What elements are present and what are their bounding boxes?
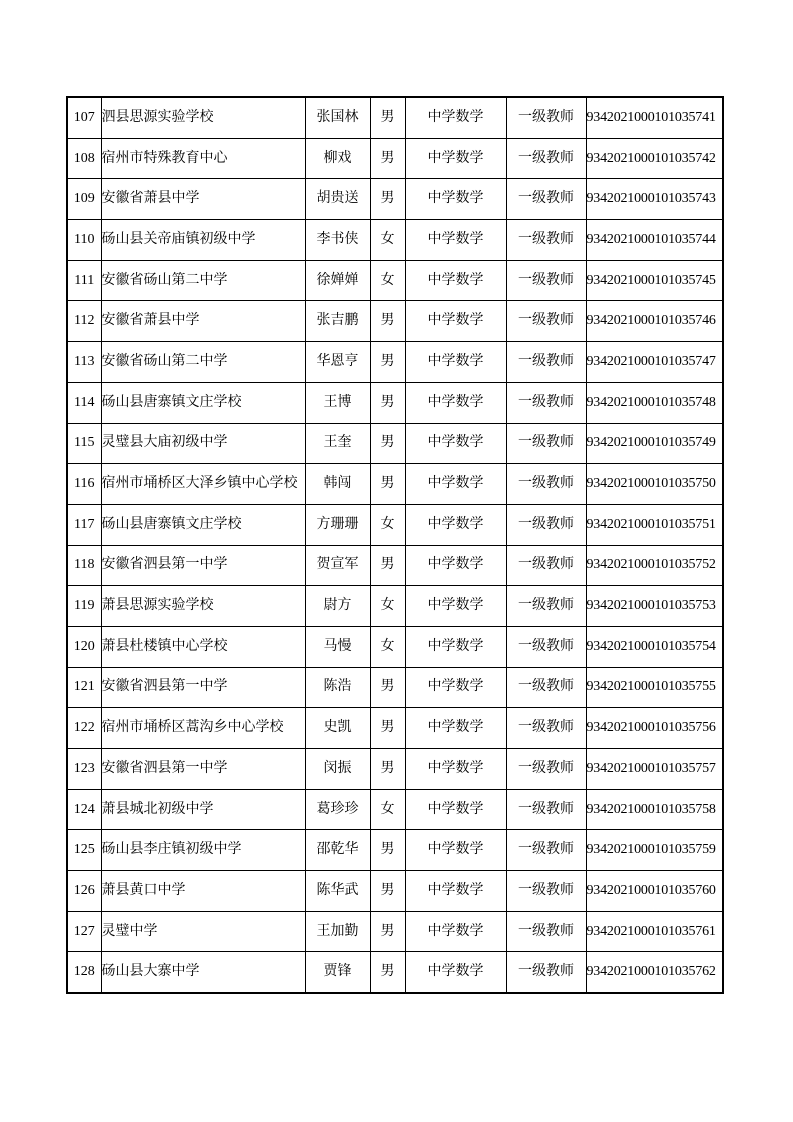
cell-gender: 男 <box>370 708 405 749</box>
table-row <box>67 301 723 342</box>
cell-subject: 中学数学 <box>405 179 506 220</box>
cell-cert_no: 9342021000101035748 <box>586 382 723 423</box>
cell-school: 安徽省泗县第一中学 <box>101 667 305 708</box>
teacher-table-body <box>67 97 723 993</box>
cell-subject: 中学数学 <box>405 382 506 423</box>
cell-cert_no: 9342021000101035759 <box>586 830 723 871</box>
cell-cert_no: 9342021000101035750 <box>586 464 723 505</box>
cell-subject: 中学数学 <box>405 342 506 383</box>
cell-cert_no: 9342021000101035746 <box>586 301 723 342</box>
cell-school: 灵璧中学 <box>101 911 305 952</box>
cell-subject: 中学数学 <box>405 667 506 708</box>
cell-school: 萧县思源实验学校 <box>101 586 305 627</box>
cell-subject: 中学数学 <box>405 789 506 830</box>
cell-school: 宿州市埇桥区大泽乡镇中心学校 <box>101 464 305 505</box>
cell-school: 宿州市特殊教育中心 <box>101 138 305 179</box>
cell-name: 李书侠 <box>305 220 370 261</box>
cell-school: 砀山县关帝庙镇初级中学 <box>101 220 305 261</box>
cell-title: 一级教师 <box>506 667 586 708</box>
cell-cert_no: 9342021000101035762 <box>586 952 723 993</box>
cell-cert_no: 9342021000101035752 <box>586 545 723 586</box>
cell-gender: 女 <box>370 789 405 830</box>
cell-school: 萧县杜楼镇中心学校 <box>101 626 305 667</box>
cell-title: 一级教师 <box>506 749 586 790</box>
cell-name: 陈浩 <box>305 667 370 708</box>
cell-school: 砀山县唐寨镇文庄学校 <box>101 504 305 545</box>
cell-gender: 女 <box>370 504 405 545</box>
cell-cert_no: 9342021000101035757 <box>586 749 723 790</box>
cell-school: 安徽省泗县第一中学 <box>101 545 305 586</box>
cell-school: 安徽省泗县第一中学 <box>101 749 305 790</box>
cell-index: 113 <box>67 342 101 383</box>
table-row <box>67 789 723 830</box>
cell-index: 118 <box>67 545 101 586</box>
cell-index: 110 <box>67 220 101 261</box>
cell-title: 一级教师 <box>506 708 586 749</box>
table-row <box>67 749 723 790</box>
cell-index: 120 <box>67 626 101 667</box>
cell-name: 尉方 <box>305 586 370 627</box>
cell-subject: 中学数学 <box>405 586 506 627</box>
cell-subject: 中学数学 <box>405 830 506 871</box>
cell-name: 王加勤 <box>305 911 370 952</box>
cell-subject: 中学数学 <box>405 626 506 667</box>
table-row <box>67 626 723 667</box>
cell-name: 张吉鹏 <box>305 301 370 342</box>
cell-title: 一级教师 <box>506 342 586 383</box>
cell-index: 125 <box>67 830 101 871</box>
table-row <box>67 260 723 301</box>
cell-index: 121 <box>67 667 101 708</box>
cell-school: 安徽省萧县中学 <box>101 301 305 342</box>
table-row <box>67 138 723 179</box>
cell-gender: 女 <box>370 220 405 261</box>
cell-name: 胡贵送 <box>305 179 370 220</box>
cell-school: 安徽省砀山第二中学 <box>101 342 305 383</box>
cell-index: 111 <box>67 260 101 301</box>
cell-name: 贾锋 <box>305 952 370 993</box>
table-row <box>67 667 723 708</box>
cell-title: 一级教师 <box>506 179 586 220</box>
cell-school: 安徽省砀山第二中学 <box>101 260 305 301</box>
cell-school: 萧县城北初级中学 <box>101 789 305 830</box>
cell-subject: 中学数学 <box>405 423 506 464</box>
cell-cert_no: 9342021000101035753 <box>586 586 723 627</box>
cell-index: 109 <box>67 179 101 220</box>
cell-subject: 中学数学 <box>405 301 506 342</box>
cell-subject: 中学数学 <box>405 545 506 586</box>
cell-title: 一级教师 <box>506 423 586 464</box>
cell-subject: 中学数学 <box>405 97 506 138</box>
table-row <box>67 342 723 383</box>
cell-title: 一级教师 <box>506 911 586 952</box>
cell-title: 一级教师 <box>506 830 586 871</box>
cell-cert_no: 9342021000101035761 <box>586 911 723 952</box>
cell-title: 一级教师 <box>506 382 586 423</box>
table-row <box>67 464 723 505</box>
cell-name: 华恩亨 <box>305 342 370 383</box>
cell-subject: 中学数学 <box>405 749 506 790</box>
table-row <box>67 423 723 464</box>
cell-gender: 男 <box>370 871 405 912</box>
cell-index: 112 <box>67 301 101 342</box>
table-row <box>67 586 723 627</box>
cell-school: 宿州市埇桥区蒿沟乡中心学校 <box>101 708 305 749</box>
cell-name: 王奎 <box>305 423 370 464</box>
cell-school: 砀山县李庄镇初级中学 <box>101 830 305 871</box>
cell-cert_no: 9342021000101035754 <box>586 626 723 667</box>
cell-school: 砀山县大寨中学 <box>101 952 305 993</box>
cell-cert_no: 9342021000101035743 <box>586 179 723 220</box>
table-row <box>67 545 723 586</box>
cell-gender: 男 <box>370 179 405 220</box>
cell-subject: 中学数学 <box>405 504 506 545</box>
cell-index: 123 <box>67 749 101 790</box>
table-row <box>67 830 723 871</box>
cell-title: 一级教师 <box>506 789 586 830</box>
cell-name: 柳戏 <box>305 138 370 179</box>
cell-cert_no: 9342021000101035741 <box>586 97 723 138</box>
cell-subject: 中学数学 <box>405 911 506 952</box>
cell-name: 史凯 <box>305 708 370 749</box>
cell-index: 116 <box>67 464 101 505</box>
cell-title: 一级教师 <box>506 260 586 301</box>
cell-gender: 男 <box>370 545 405 586</box>
cell-name: 贺宣军 <box>305 545 370 586</box>
table-row <box>67 97 723 138</box>
cell-cert_no: 9342021000101035756 <box>586 708 723 749</box>
cell-subject: 中学数学 <box>405 220 506 261</box>
cell-cert_no: 9342021000101035751 <box>586 504 723 545</box>
cell-gender: 男 <box>370 667 405 708</box>
cell-gender: 男 <box>370 749 405 790</box>
cell-title: 一级教师 <box>506 97 586 138</box>
table-row <box>67 504 723 545</box>
cell-gender: 女 <box>370 626 405 667</box>
cell-gender: 男 <box>370 301 405 342</box>
cell-index: 119 <box>67 586 101 627</box>
table-row <box>67 179 723 220</box>
cell-name: 马慢 <box>305 626 370 667</box>
cell-title: 一级教师 <box>506 626 586 667</box>
cell-title: 一级教师 <box>506 586 586 627</box>
cell-gender: 女 <box>370 260 405 301</box>
cell-cert_no: 9342021000101035749 <box>586 423 723 464</box>
cell-subject: 中学数学 <box>405 952 506 993</box>
cell-cert_no: 9342021000101035744 <box>586 220 723 261</box>
cell-gender: 男 <box>370 952 405 993</box>
table-row <box>67 952 723 993</box>
cell-title: 一级教师 <box>506 871 586 912</box>
cell-title: 一级教师 <box>506 952 586 993</box>
cell-index: 126 <box>67 871 101 912</box>
cell-cert_no: 9342021000101035760 <box>586 871 723 912</box>
cell-cert_no: 9342021000101035758 <box>586 789 723 830</box>
cell-gender: 男 <box>370 830 405 871</box>
cell-cert_no: 9342021000101035755 <box>586 667 723 708</box>
cell-cert_no: 9342021000101035742 <box>586 138 723 179</box>
cell-gender: 男 <box>370 423 405 464</box>
table-row <box>67 871 723 912</box>
cell-name: 陈华武 <box>305 871 370 912</box>
cell-name: 闵振 <box>305 749 370 790</box>
cell-title: 一级教师 <box>506 138 586 179</box>
cell-name: 韩闯 <box>305 464 370 505</box>
cell-title: 一级教师 <box>506 220 586 261</box>
cell-name: 邵乾华 <box>305 830 370 871</box>
cell-gender: 男 <box>370 138 405 179</box>
cell-title: 一级教师 <box>506 545 586 586</box>
cell-gender: 男 <box>370 911 405 952</box>
cell-subject: 中学数学 <box>405 260 506 301</box>
cell-name: 张国林 <box>305 97 370 138</box>
cell-subject: 中学数学 <box>405 708 506 749</box>
teacher-roster-table <box>66 96 724 994</box>
cell-name: 方珊珊 <box>305 504 370 545</box>
cell-gender: 女 <box>370 586 405 627</box>
cell-index: 117 <box>67 504 101 545</box>
cell-gender: 男 <box>370 382 405 423</box>
table-row <box>67 911 723 952</box>
cell-index: 124 <box>67 789 101 830</box>
cell-school: 砀山县唐寨镇文庄学校 <box>101 382 305 423</box>
cell-index: 108 <box>67 138 101 179</box>
cell-school: 安徽省萧县中学 <box>101 179 305 220</box>
cell-school: 灵璧县大庙初级中学 <box>101 423 305 464</box>
cell-index: 128 <box>67 952 101 993</box>
table-row <box>67 220 723 261</box>
cell-subject: 中学数学 <box>405 464 506 505</box>
cell-name: 葛珍珍 <box>305 789 370 830</box>
cell-index: 127 <box>67 911 101 952</box>
table-row <box>67 382 723 423</box>
cell-index: 114 <box>67 382 101 423</box>
cell-subject: 中学数学 <box>405 871 506 912</box>
cell-title: 一级教师 <box>506 504 586 545</box>
cell-subject: 中学数学 <box>405 138 506 179</box>
cell-name: 王博 <box>305 382 370 423</box>
cell-cert_no: 9342021000101035745 <box>586 260 723 301</box>
cell-cert_no: 9342021000101035747 <box>586 342 723 383</box>
cell-index: 122 <box>67 708 101 749</box>
cell-gender: 男 <box>370 464 405 505</box>
cell-school: 泗县思源实验学校 <box>101 97 305 138</box>
cell-index: 107 <box>67 97 101 138</box>
cell-gender: 男 <box>370 342 405 383</box>
cell-name: 徐婵婵 <box>305 260 370 301</box>
table-row <box>67 708 723 749</box>
cell-title: 一级教师 <box>506 301 586 342</box>
cell-index: 115 <box>67 423 101 464</box>
cell-title: 一级教师 <box>506 464 586 505</box>
cell-gender: 男 <box>370 97 405 138</box>
cell-school: 萧县黄口中学 <box>101 871 305 912</box>
